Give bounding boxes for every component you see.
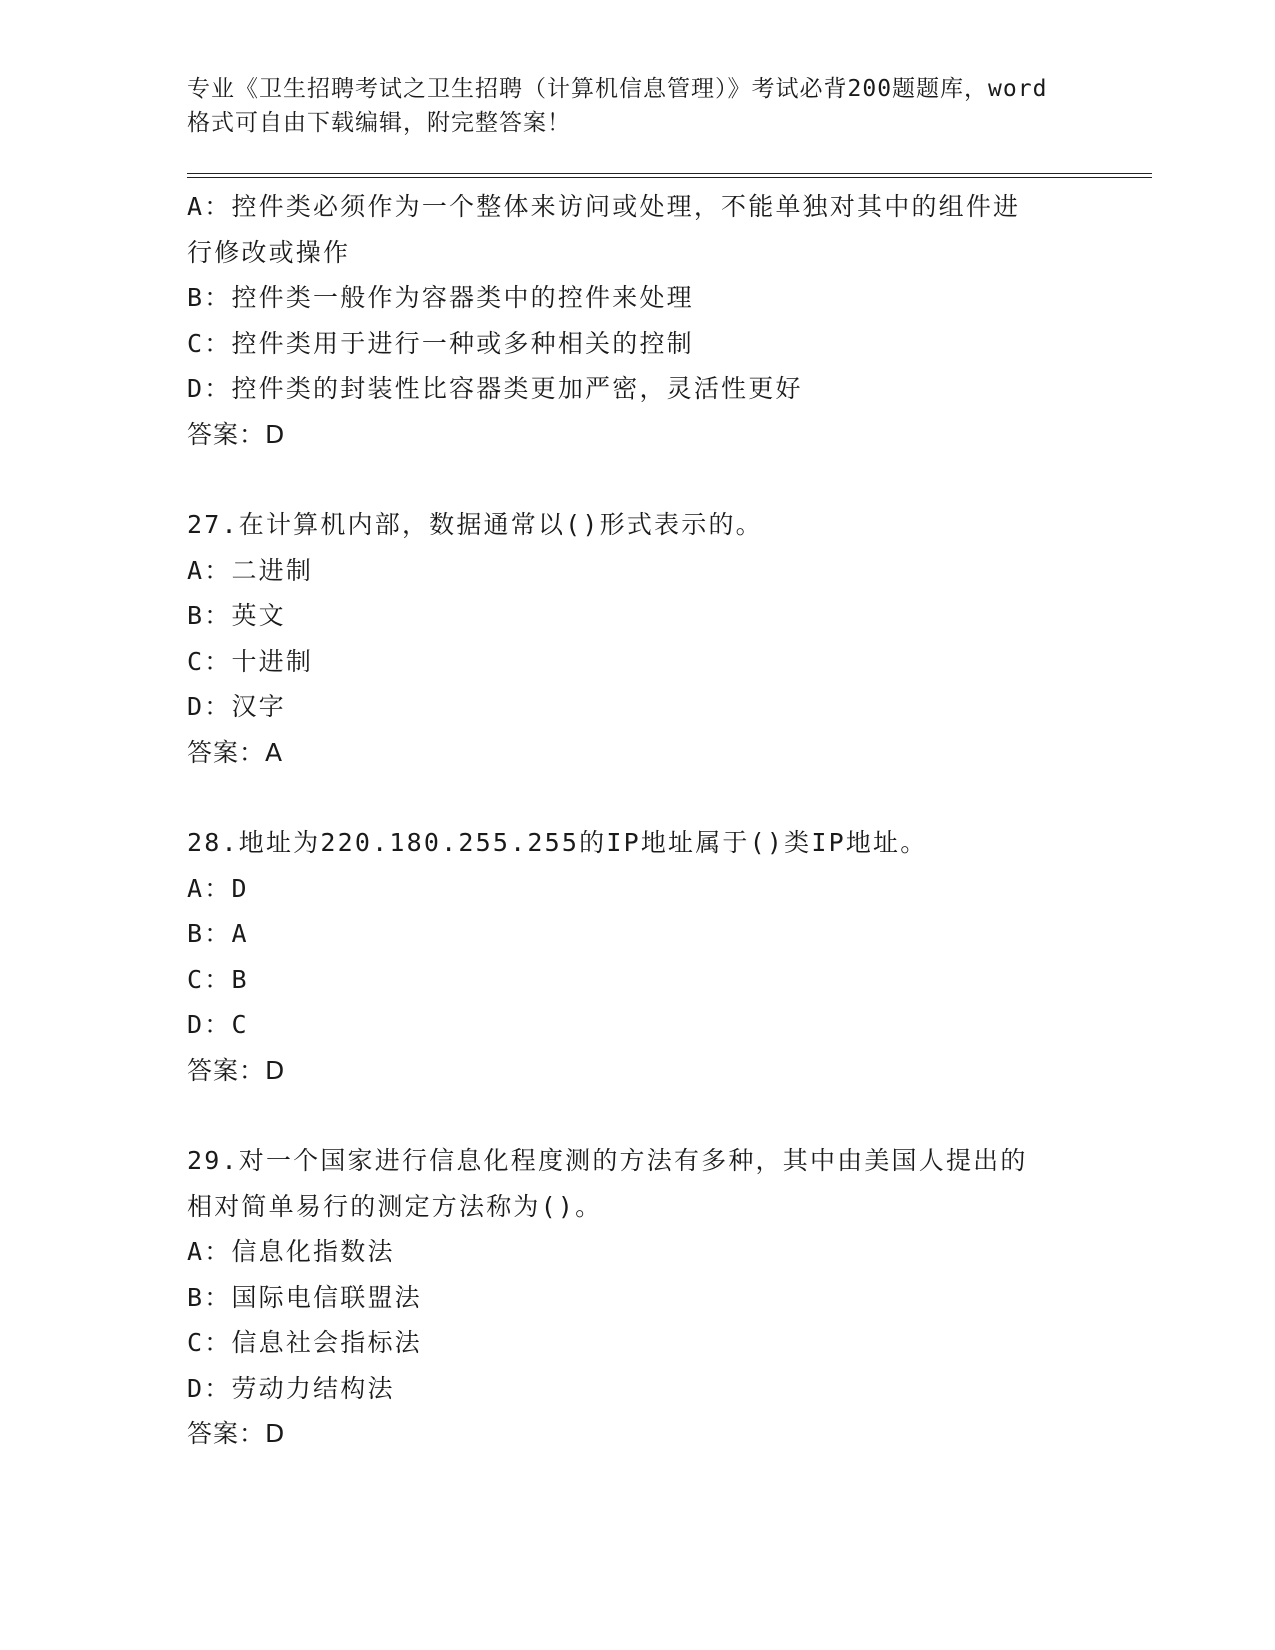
option-a: A：信息化指数法 [187,1237,395,1266]
option-c: C：B [187,964,249,994]
document-page [187,72,1152,1457]
answer: 答案：A [187,737,284,767]
question-stem-line-2: 相对简单易行的测定方法称为()。 [187,1191,603,1221]
question-28 [187,820,1152,1093]
option-d: D：控件类的封装性比容器类更加严密，灵活性更好 [187,374,803,403]
answer: 答案：D [187,1055,286,1085]
question-stem: 27.在计算机内部，数据通常以()形式表示的。 [187,510,763,539]
question-stem: 28.地址为220.180.255.255的IP地址属于()类IP地址。 [187,828,928,857]
header-divider-bottom [187,177,1152,178]
option-c: C：控件类用于进行一种或多种相关的控制 [187,328,694,358]
option-b: B：控件类一般作为容器类中的控件来处理 [187,283,694,312]
option-a: A：二进制 [187,555,314,585]
option-c: C：信息社会指标法 [187,1328,422,1357]
option-b: B：国际电信联盟法 [187,1282,422,1312]
option-a: A：D [187,873,249,903]
answer: 答案：D [187,1419,286,1448]
document-header [187,72,1152,140]
option-a-line-1: A：控件类必须作为一个整体来访问或处理，不能单独对其中的组件进 [187,192,1021,221]
header-divider-top [187,173,1152,174]
option-b: B：A [187,919,249,948]
option-a-line-2: 行修改或操作 [187,237,351,267]
question-29 [187,1138,1152,1457]
answer: 答案：D [187,419,286,449]
option-d: D：汉字 [187,692,286,721]
option-c: C：十进制 [187,646,314,676]
question-26 [187,184,1152,457]
option-d: D：C [187,1010,249,1039]
option-b: B：英文 [187,601,286,630]
header-line-1: 专业《卫生招聘考试之卫生招聘（计算机信息管理）》考试必背200题题库，word [187,76,1048,102]
question-stem-line-1: 29.对一个国家进行信息化程度测的方法有多种，其中由美国人提出的 [187,1146,1028,1175]
header-line-2: 格式可自由下载编辑，附完整答案！ [187,110,571,136]
question-27 [187,502,1152,775]
option-d: D：劳动力结构法 [187,1373,395,1403]
